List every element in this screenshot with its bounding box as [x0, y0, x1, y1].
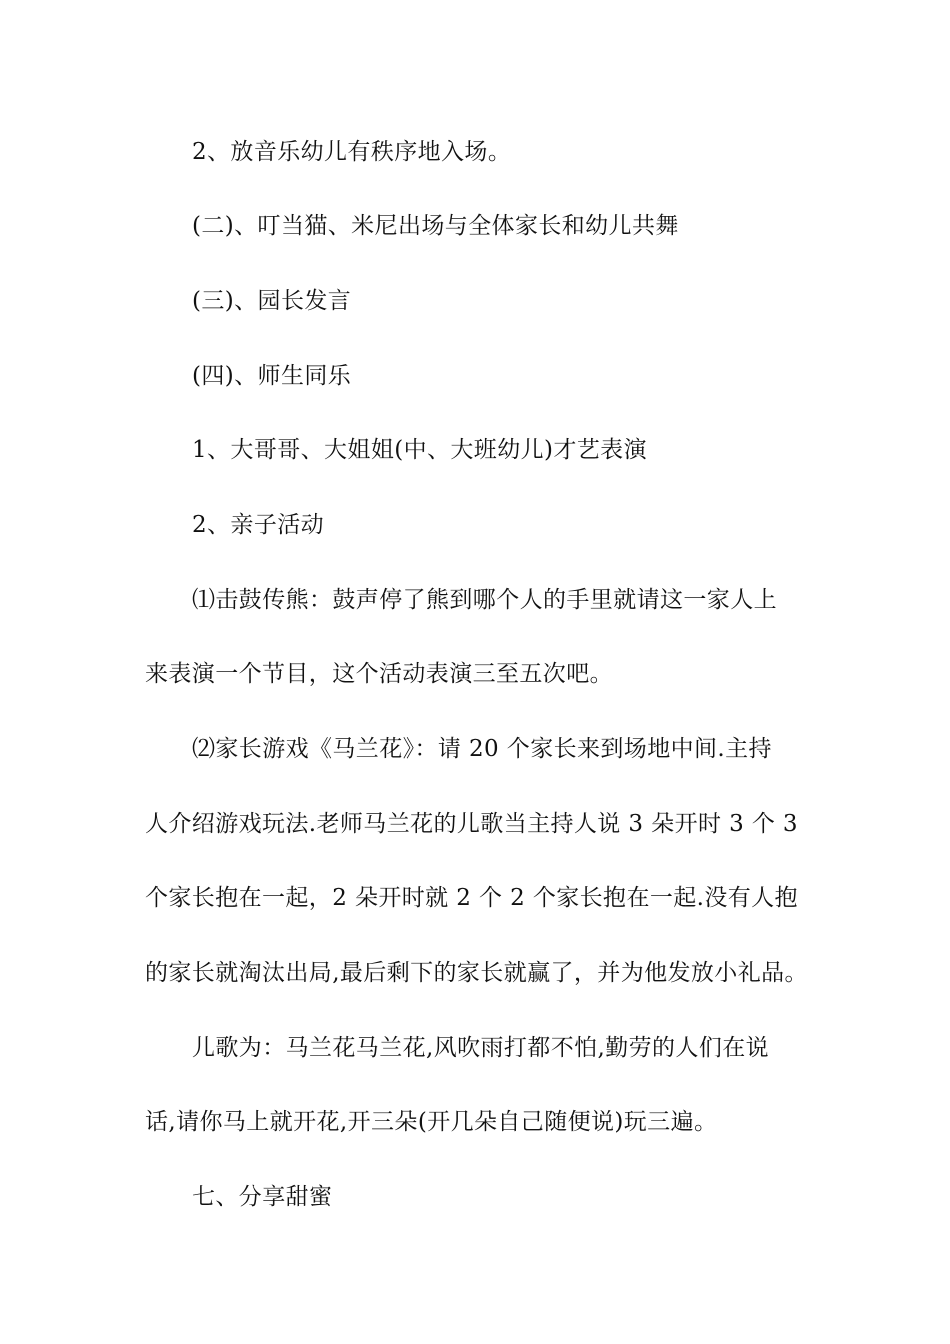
text-line-11: 个家长抱在一起，2 朵开时就 2 个 2 个家长抱在一起.没有人抱 — [145, 885, 798, 911]
text-line-1: 2、放音乐幼儿有秩序地入场。 — [192, 139, 512, 165]
text-line-14: 话,请你马上就开花,开三朵(开几朵自己随便说)玩三遍。 — [145, 1109, 718, 1135]
text-line-4: (四)、师生同乐 — [192, 363, 352, 389]
text-line-2: (二)、叮当猫、米尼出场与全体家长和幼儿共舞 — [192, 213, 679, 239]
text-line-9: ⑵家长游戏《马兰花》：请 20 个家长来到场地中间.主持 — [192, 736, 772, 762]
text-line-12: 的家长就淘汰出局,最后剩下的家长就赢了，并为他发放小礼品。 — [145, 960, 808, 986]
text-line-3: (三)、园长发言 — [192, 288, 352, 314]
text-line-8: 来表演一个节目，这个活动表演三至五次吧。 — [145, 661, 613, 687]
text-line-7: ⑴击鼓传熊：鼓声停了熊到哪个人的手里就请这一家人上 — [192, 587, 777, 613]
text-line-10: 人介绍游戏玩法.老师马兰花的儿歌当主持人说 3 朵开时 3 个 3 — [145, 811, 798, 837]
text-line-5: 1、大哥哥、大姐姐(中、大班幼儿)才艺表演 — [192, 437, 647, 463]
text-line-6: 2、亲子活动 — [192, 512, 325, 538]
text-line-13: 儿歌为：马兰花马兰花,风吹雨打都不怕,勤劳的人们在说 — [192, 1035, 770, 1061]
text-line-15: 七、分享甜蜜 — [192, 1184, 333, 1210]
